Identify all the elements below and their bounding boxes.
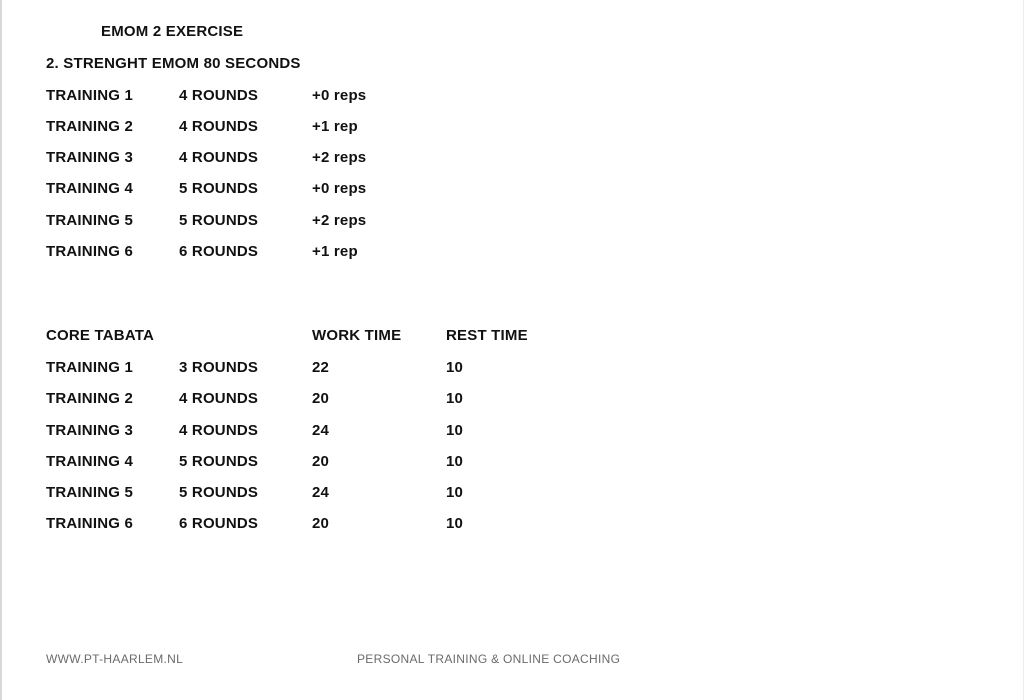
rounds-value: 5 ROUNDS bbox=[179, 212, 259, 229]
strength-section-title: 2. STRENGHT EMOM 80 SECONDS bbox=[46, 55, 301, 72]
core-row bbox=[46, 390, 646, 408]
rounds-value: 6 ROUNDS bbox=[179, 243, 259, 260]
rounds-value: 4 ROUNDS bbox=[179, 118, 259, 135]
reps-value: +0 reps bbox=[312, 87, 367, 104]
core-row bbox=[46, 453, 646, 471]
core-row bbox=[46, 359, 646, 377]
rounds-value: 4 ROUNDS bbox=[179, 87, 259, 104]
training-label: TRAINING 4 bbox=[46, 180, 134, 197]
rounds-value: 4 ROUNDS bbox=[179, 390, 259, 407]
rounds-value: 3 ROUNDS bbox=[179, 359, 259, 376]
rest-time-value: 10 bbox=[446, 390, 464, 407]
rounds-value: 4 ROUNDS bbox=[179, 149, 259, 166]
training-label: TRAINING 2 bbox=[46, 390, 134, 407]
training-label: TRAINING 2 bbox=[46, 118, 134, 135]
rest-time-value: 10 bbox=[446, 422, 464, 439]
strength-row bbox=[46, 87, 646, 105]
reps-value: +2 reps bbox=[312, 149, 367, 166]
training-label: TRAINING 1 bbox=[46, 87, 134, 104]
core-row bbox=[46, 484, 646, 502]
rest-time-value: 10 bbox=[446, 484, 464, 501]
strength-row bbox=[46, 118, 646, 136]
training-label: TRAINING 5 bbox=[46, 212, 134, 229]
training-label: TRAINING 6 bbox=[46, 243, 134, 260]
rounds-value: 6 ROUNDS bbox=[179, 515, 259, 532]
core-row bbox=[46, 422, 646, 440]
rest-time-value: 10 bbox=[446, 453, 464, 470]
core-header-row bbox=[46, 327, 646, 345]
strength-row bbox=[46, 243, 646, 261]
strength-row bbox=[46, 180, 646, 198]
training-label: TRAINING 3 bbox=[46, 149, 134, 166]
training-label: TRAINING 1 bbox=[46, 359, 134, 376]
rounds-value: 5 ROUNDS bbox=[179, 453, 259, 470]
reps-value: +2 reps bbox=[312, 212, 367, 229]
footer-website: WWW.PT-HAARLEM.NL bbox=[46, 652, 184, 666]
training-label: TRAINING 6 bbox=[46, 515, 134, 532]
work-time-value: 20 bbox=[312, 390, 330, 407]
reps-value: +0 reps bbox=[312, 180, 367, 197]
rest-time-value: 10 bbox=[446, 515, 464, 532]
core-row bbox=[46, 515, 646, 533]
reps-value: +1 rep bbox=[312, 118, 358, 135]
footer-tagline: PERSONAL TRAINING & ONLINE COACHING bbox=[357, 652, 621, 666]
document-title: EMOM 2 EXERCISE bbox=[101, 23, 244, 40]
work-time-value: 24 bbox=[312, 484, 330, 501]
core-section-title: CORE TABATA bbox=[46, 327, 155, 344]
work-time-value: 20 bbox=[312, 453, 330, 470]
rest-time-value: 10 bbox=[446, 359, 464, 376]
rounds-value: 5 ROUNDS bbox=[179, 180, 259, 197]
work-time-value: 20 bbox=[312, 515, 330, 532]
training-label: TRAINING 5 bbox=[46, 484, 134, 501]
rounds-value: 5 ROUNDS bbox=[179, 484, 259, 501]
page-edge-left bbox=[0, 0, 2, 700]
strength-row bbox=[46, 149, 646, 167]
reps-value: +1 rep bbox=[312, 243, 358, 260]
work-time-value: 24 bbox=[312, 422, 330, 439]
training-label: TRAINING 3 bbox=[46, 422, 134, 439]
rest-time-header: REST TIME bbox=[446, 327, 528, 344]
strength-row bbox=[46, 212, 646, 230]
training-label: TRAINING 4 bbox=[46, 453, 134, 470]
work-time-value: 22 bbox=[312, 359, 330, 376]
rounds-value: 4 ROUNDS bbox=[179, 422, 259, 439]
work-time-header: WORK TIME bbox=[312, 327, 402, 344]
